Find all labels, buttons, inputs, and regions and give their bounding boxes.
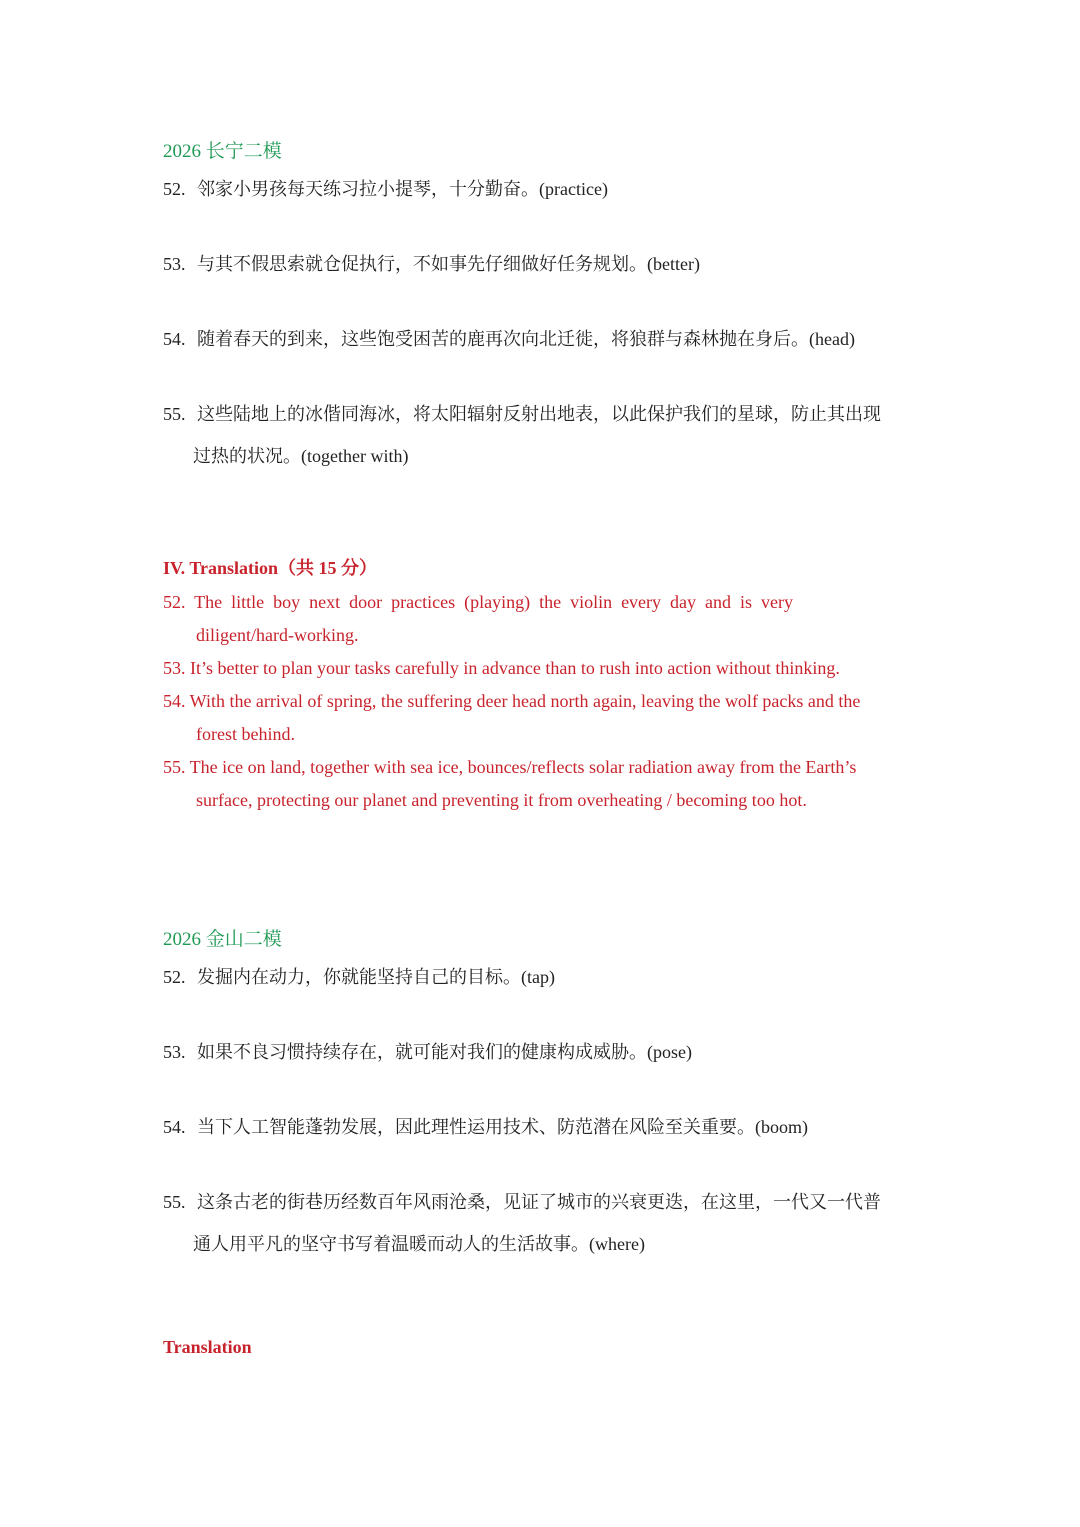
question-53-jinshan <box>163 1031 923 1073</box>
answer-55-changning <box>163 751 918 817</box>
question-number: 55. <box>163 1192 186 1212</box>
section-heading-jinshan: 2026 金山二模 <box>163 929 282 950</box>
question-number: 53. <box>163 254 186 274</box>
question-text-line2: 过热的状况。(together with) <box>193 446 409 466</box>
question-55-jinshan <box>163 1181 923 1265</box>
answer-52-changning <box>163 586 918 652</box>
question-52-jinshan <box>163 956 923 998</box>
question-number: 52. <box>163 179 186 199</box>
answer-text-line2: surface, protecting our planet and preventing it from overheating / becoming too hot. <box>196 790 807 810</box>
question-number: 54. <box>163 1117 186 1137</box>
answer-text-line1: 52. The little boy next door practices (playing) the violin every day and is very <box>163 592 794 612</box>
question-text: 发掘内在动力，你就能坚持自己的目标。(tap) <box>197 967 555 987</box>
question-number: 52. <box>163 967 186 987</box>
question-55-changning <box>163 393 923 477</box>
answer-text-line2: diligent/hard-working. <box>196 625 359 645</box>
section-heading-changning: 2026 长宁二模 <box>163 141 282 162</box>
answer-heading-translation-jinshan: Translation <box>163 1337 252 1357</box>
question-text: 当下人工智能蓬勃发展，因此理性运用技术、防范潜在风险至关重要。(boom) <box>197 1117 808 1137</box>
question-54-changning <box>163 318 923 360</box>
question-text: 随着春天的到来，这些饱受困苦的鹿再次向北迁徙，将狼群与森林抛在身后。(head) <box>197 329 855 349</box>
question-number: 55. <box>163 404 186 424</box>
answer-54-changning <box>163 685 918 751</box>
question-54-jinshan <box>163 1106 923 1148</box>
answer-heading-translation: IV. Translation（共 15 分） <box>163 558 378 578</box>
question-text: 邻家小男孩每天练习拉小提琴，十分勤奋。(practice) <box>197 179 608 199</box>
question-text: 与其不假思索就仓促执行，不如事先仔细做好任务规划。(better) <box>197 254 700 274</box>
answer-53-changning <box>163 652 918 685</box>
question-text: 如果不良习惯持续存在，就可能对我们的健康构成威胁。(pose) <box>197 1042 692 1062</box>
answer-text-line1: 55. The ice on land, together with sea ice, bounces/reflects solar radiation away from the Earth’s <box>163 757 857 777</box>
question-52-changning <box>163 168 923 210</box>
answer-text-line1: 53. It’s better to plan your tasks carefully in advance than to rush into action without thinking. <box>163 658 840 678</box>
answer-text-line2: forest behind. <box>196 724 295 744</box>
question-text-line1: 这些陆地上的冰偕同海冰，将太阳辐射反射出地表，以此保护我们的星球，防止其出现 <box>197 404 881 424</box>
question-53-changning <box>163 243 923 285</box>
answer-text-line1: 54. With the arrival of spring, the suffering deer head north again, leaving the wolf packs and the <box>163 691 861 711</box>
question-number: 53. <box>163 1042 186 1062</box>
question-text-line1: 这条古老的街巷历经数百年风雨沧桑，见证了城市的兴衰更迭，在这里，一代又一代普 <box>197 1192 881 1212</box>
question-text-line2: 通人用平凡的坚守书写着温暖而动人的生活故事。(where) <box>193 1234 645 1254</box>
question-number: 54. <box>163 329 186 349</box>
